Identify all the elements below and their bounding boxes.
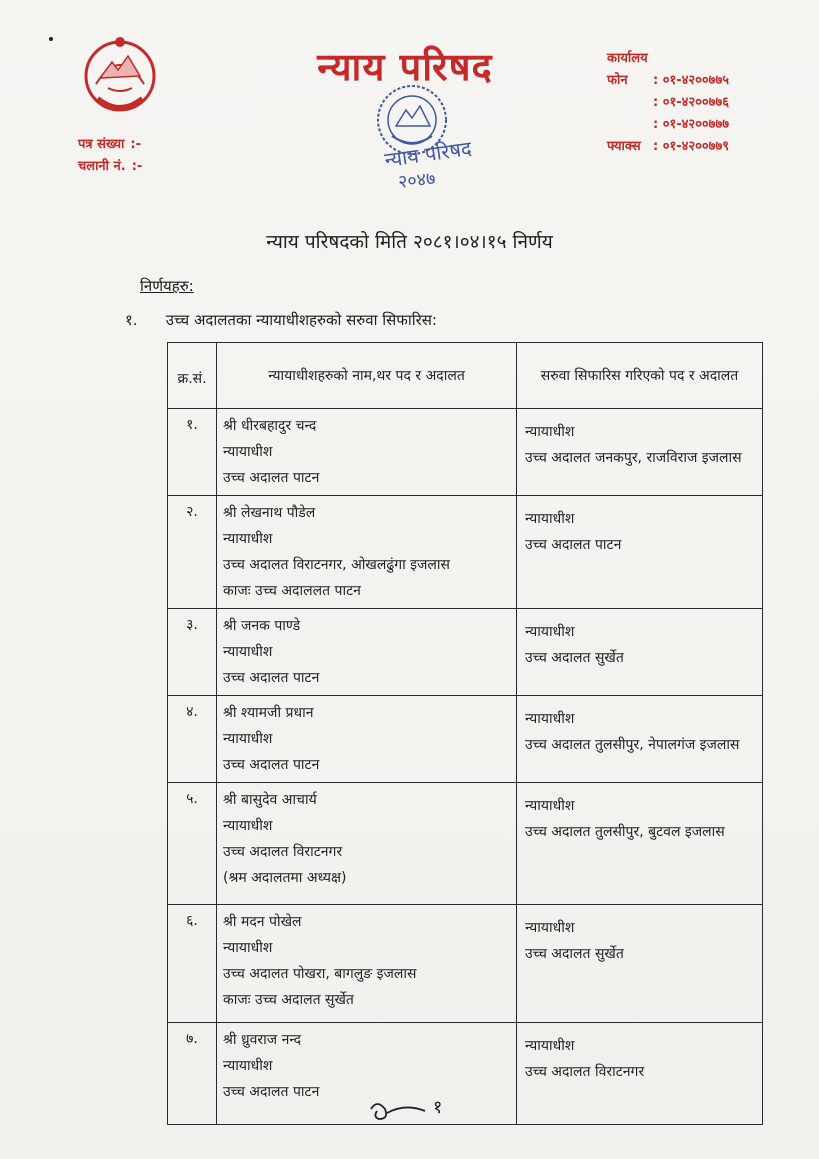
seal-year: २०४७: [397, 168, 437, 193]
row-judge: [217, 609, 517, 696]
row-recommended: [517, 609, 763, 696]
table-row: [168, 609, 763, 696]
judge-court: उच्च अदालत पाटन: [223, 757, 320, 773]
row-recommended: [517, 1023, 763, 1125]
row-sn: ६.: [168, 905, 217, 1023]
row-sn: ५.: [168, 783, 217, 905]
seal-text: न्याय परिषद: [382, 136, 474, 172]
row-judge: [217, 496, 517, 609]
judge-name: श्री जनक पाण्डे: [223, 618, 301, 634]
row-recommended: [517, 696, 763, 783]
to-post: न्यायाधीश: [525, 1038, 575, 1054]
row-sn: ३.: [168, 609, 217, 696]
item-text: उच्च अदालतका न्यायाधीशहरुको सरुवा सिफारिस:: [165, 311, 437, 329]
to-court: उच्च अदालत सुर्खेत: [525, 946, 624, 962]
judge-court: उच्च अदालत पाटन: [223, 1084, 320, 1100]
judge-extra: (श्रम अदालतमा अध्यक्ष): [223, 870, 347, 886]
judge-post: न्यायाधीश: [223, 1058, 273, 1074]
table-row: [168, 696, 763, 783]
phone-1: : ०१-४२००७७५: [653, 73, 729, 88]
fax-value: : ०१-४२००७७९: [653, 139, 729, 154]
row-judge: [217, 783, 517, 905]
row-recommended: [517, 496, 763, 609]
row-sn: ७.: [168, 1023, 217, 1125]
to-court: उच्च अदालत सुर्खेत: [525, 650, 624, 666]
patra-value: :-: [130, 137, 141, 152]
decision-item-1: [125, 310, 437, 330]
judge-extra: काजः उच्च अदालत सुर्खेत: [223, 992, 354, 1008]
phone-label: फोन: [607, 73, 628, 88]
judge-name: श्री ध्रुवराज नन्द: [223, 1032, 302, 1048]
judge-court: उच्च अदालत पाटन: [223, 670, 320, 686]
judge-court: उच्च अदालत पोखरा, बागलुङ इजलास: [223, 966, 417, 982]
office-label: कार्यालय: [607, 51, 648, 66]
org-title: न्याय परिषद: [317, 45, 493, 89]
to-court: उच्च अदालत तुलसीपुर, बुटवल इजलास: [525, 824, 725, 840]
judge-name: श्री धीरबहादुर चन्द: [223, 418, 317, 434]
patra-label: पत्र संख्या: [78, 137, 125, 152]
phone-3: : ०१-४२००७७७: [653, 117, 729, 132]
judge-extra: काजः उच्च अदाललत पाटन: [223, 583, 361, 599]
row-recommended: [517, 905, 763, 1023]
to-post: न्यायाधीश: [525, 920, 575, 936]
to-court: उच्च अदालत तुलसीपुर, नेपालगंज इजलास: [525, 737, 740, 753]
judge-court: उच्च अदालत विराटनगर, ओखलढुंगा इजलास: [223, 557, 451, 573]
judge-name: श्री बासुदेव आचार्य: [223, 792, 317, 808]
col-header-recommended: सरुवा सिफारिस गरिएको पद र अदालत: [517, 343, 763, 409]
to-post: न्यायाधीश: [525, 511, 575, 527]
row-recommended: [517, 783, 763, 905]
nepal-emblem-icon: [78, 32, 162, 122]
table-row: [168, 1023, 763, 1125]
judge-post: न्यायाधीश: [223, 531, 273, 547]
to-post: न्यायाधीश: [525, 798, 575, 814]
to-court: उच्च अदालत जनकपुर, राजविराज इजलास: [525, 450, 742, 466]
row-judge: [217, 905, 517, 1023]
chalani-value: :-: [131, 159, 143, 174]
fax-label: फ्याक्स: [607, 139, 641, 154]
table-row: [168, 905, 763, 1023]
row-judge: [217, 696, 517, 783]
judge-name: श्री मदन पोखेल: [223, 914, 302, 930]
reference-block: [78, 134, 142, 178]
decisions-label: निर्णयहरु:: [140, 277, 194, 295]
office-contact: [607, 48, 729, 158]
stray-mark: [49, 37, 53, 41]
decision-heading: न्याय परिषदको मिति २०८१।०४।१५ निर्णय: [266, 231, 553, 253]
col-header-sn: क्र.सं.: [168, 343, 217, 409]
chalani-label: चलानी नं.: [78, 159, 126, 174]
table-row: [168, 496, 763, 609]
row-sn: २.: [168, 496, 217, 609]
judge-post: न्यायाधीश: [223, 731, 273, 747]
judge-court: उच्च अदालत पाटन: [223, 470, 320, 486]
table-header-row: [168, 343, 763, 409]
to-court: उच्च अदालत पाटन: [525, 537, 622, 553]
table-row: [168, 783, 763, 905]
to-post: न्यायाधीश: [525, 624, 575, 640]
row-recommended: [517, 409, 763, 496]
row-sn: ४.: [168, 696, 217, 783]
judge-court: उच्च अदालत विराटनगर: [223, 844, 343, 860]
to-court: उच्च अदालत विराटनगर: [525, 1064, 645, 1080]
row-sn: १.: [168, 409, 217, 496]
judge-post: न्यायाधीश: [223, 444, 273, 460]
table-row: [168, 409, 763, 496]
to-post: न्यायाधीश: [525, 424, 575, 440]
page-number: १: [433, 1097, 443, 1118]
phone-2: : ०१-४२००७७६: [653, 95, 729, 110]
judge-name: श्री श्यामजी प्रधान: [223, 705, 314, 721]
judge-post: न्यायाधीश: [223, 644, 273, 660]
item-number: १.: [125, 311, 138, 329]
col-header-judge: न्यायाधीशहरुको नाम,थर पद र अदालत: [217, 343, 517, 409]
judge-post: न्यायाधीश: [223, 818, 273, 834]
transfer-table: [167, 342, 763, 1125]
to-post: न्यायाधीश: [525, 711, 575, 727]
judge-name: श्री लेखनाथ पौडेल: [223, 505, 316, 521]
row-judge: [217, 409, 517, 496]
judge-post: न्यायाधीश: [223, 940, 273, 956]
